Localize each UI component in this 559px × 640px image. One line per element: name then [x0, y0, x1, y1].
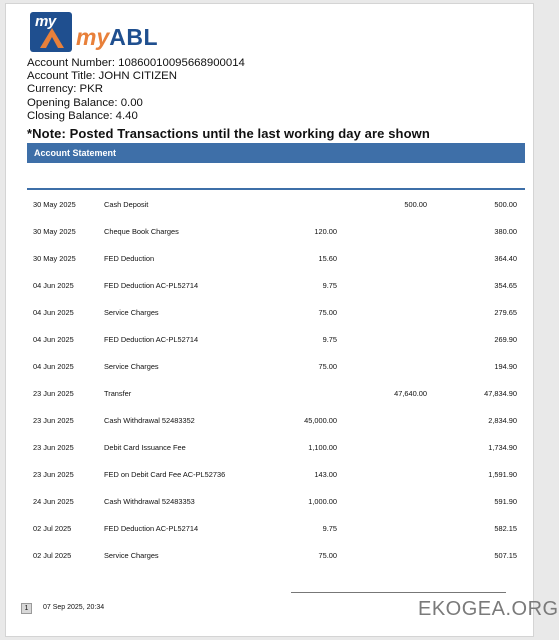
table-row [27, 326, 525, 353]
transaction-balance: 1,734.90 [488, 443, 517, 452]
transaction-description: Debit Card Issuance Fee [104, 443, 186, 452]
posted-transactions-note: *Note: Posted Transactions until the last working day are shown [27, 126, 430, 141]
transaction-description: Service Charges [104, 308, 159, 317]
table-row [27, 434, 525, 461]
transaction-debit: 1,100.00 [308, 443, 337, 452]
transaction-balance: 500.00 [494, 200, 517, 209]
transaction-table [27, 191, 525, 569]
transaction-date: 23 Jun 2025 [33, 416, 74, 425]
transaction-credit: 500.00 [404, 200, 427, 209]
transaction-balance: 194.90 [494, 362, 517, 371]
transaction-debit: 75.00 [318, 308, 337, 317]
statement-page [5, 3, 534, 637]
account-statement-header: Account Statement [27, 143, 525, 163]
transaction-date: 23 Jun 2025 [33, 443, 74, 452]
transaction-description: FED Deduction AC-PL52714 [104, 281, 199, 290]
table-row [27, 515, 525, 542]
transaction-balance: 582.15 [494, 524, 517, 533]
transaction-description: Cash Deposit [104, 200, 149, 209]
myabl-logo [30, 12, 170, 58]
transaction-description: Service Charges [104, 362, 159, 371]
table-row [27, 299, 525, 326]
transaction-description: FED Deduction AC-PL52714 [104, 524, 199, 533]
transaction-debit: 120.00 [314, 227, 337, 236]
account-info [27, 57, 245, 123]
generated-timestamp: 07 Sep 2025, 20:34 [43, 604, 105, 611]
table-divider [27, 188, 525, 190]
transaction-balance: 364.40 [494, 254, 517, 263]
transaction-balance: 507.15 [494, 551, 517, 560]
transaction-balance: 380.00 [494, 227, 517, 236]
watermark: EKOGEA.ORG [418, 598, 559, 620]
transaction-date: 04 Jun 2025 [33, 362, 74, 371]
transaction-balance: 2,834.90 [488, 416, 517, 425]
transaction-description: Service Charges [104, 551, 159, 560]
transaction-credit: 47,640.00 [394, 389, 427, 398]
transaction-debit: 9.75 [322, 335, 337, 344]
transaction-debit: 45,000.00 [304, 416, 337, 425]
transaction-date: 04 Jun 2025 [33, 335, 74, 344]
transaction-debit: 143.00 [314, 470, 337, 479]
account-number: Account Number: 10860010095668900014 [27, 57, 245, 69]
logo-badge [30, 12, 72, 52]
transaction-date: 04 Jun 2025 [33, 308, 74, 317]
transaction-balance: 354.65 [494, 281, 517, 290]
transaction-date: 04 Jun 2025 [33, 281, 74, 290]
logo-badge-text: my [35, 13, 56, 30]
transaction-debit: 75.00 [318, 551, 337, 560]
transaction-balance: 279.65 [494, 308, 517, 317]
transaction-date: 23 Jun 2025 [33, 389, 74, 398]
transaction-debit: 9.75 [322, 281, 337, 290]
transaction-description: Cheque Book Charges [104, 227, 179, 236]
transaction-description: Transfer [104, 389, 132, 398]
transaction-date: 30 May 2025 [33, 200, 76, 209]
table-row [27, 191, 525, 218]
account-title: Account Title: JOHN CITIZEN [27, 70, 178, 83]
table-row [27, 272, 525, 299]
table-row [27, 245, 525, 272]
account-currency: Currency: PKR [27, 83, 103, 96]
transaction-debit: 9.75 [322, 524, 337, 533]
transaction-date: 30 May 2025 [33, 254, 76, 263]
logo-text-my: my [76, 24, 110, 50]
table-row [27, 488, 525, 515]
closing-balance: Closing Balance: 4.40 [27, 109, 138, 122]
transaction-balance: 591.90 [494, 497, 517, 506]
table-row [27, 407, 525, 434]
transaction-debit: 1,000.00 [308, 497, 337, 506]
table-row [27, 380, 525, 407]
transaction-date: 02 Jul 2025 [33, 524, 72, 533]
logo-text-abl: ABL [109, 24, 159, 50]
table-row [27, 461, 525, 488]
transaction-debit: 15.60 [318, 254, 337, 263]
transaction-debit: 75.00 [318, 362, 337, 371]
table-row [27, 353, 525, 380]
page-number: 1 [21, 603, 32, 614]
opening-balance: Opening Balance: 0.00 [27, 96, 143, 109]
transaction-description: Cash Withdrawal 52483352 [104, 416, 195, 425]
transaction-date: 24 Jun 2025 [33, 497, 74, 506]
transaction-date: 02 Jul 2025 [33, 551, 72, 560]
transaction-balance: 1,591.90 [488, 470, 517, 479]
transaction-description: FED Deduction [104, 254, 155, 263]
transaction-description: FED on Debit Card Fee AC-PL52736 [104, 470, 226, 479]
transaction-balance: 269.90 [494, 335, 517, 344]
transaction-description: FED Deduction AC-PL52714 [104, 335, 199, 344]
table-row [27, 542, 525, 569]
transaction-date: 23 Jun 2025 [33, 470, 74, 479]
transaction-balance: 47,834.90 [484, 389, 517, 398]
transaction-description: Cash Withdrawal 52483353 [104, 497, 195, 506]
logo-a-inner-icon [46, 37, 58, 48]
footer-rule [291, 592, 506, 593]
logo-wordmark [76, 24, 158, 50]
table-row [27, 218, 525, 245]
transaction-date: 30 May 2025 [33, 227, 76, 236]
